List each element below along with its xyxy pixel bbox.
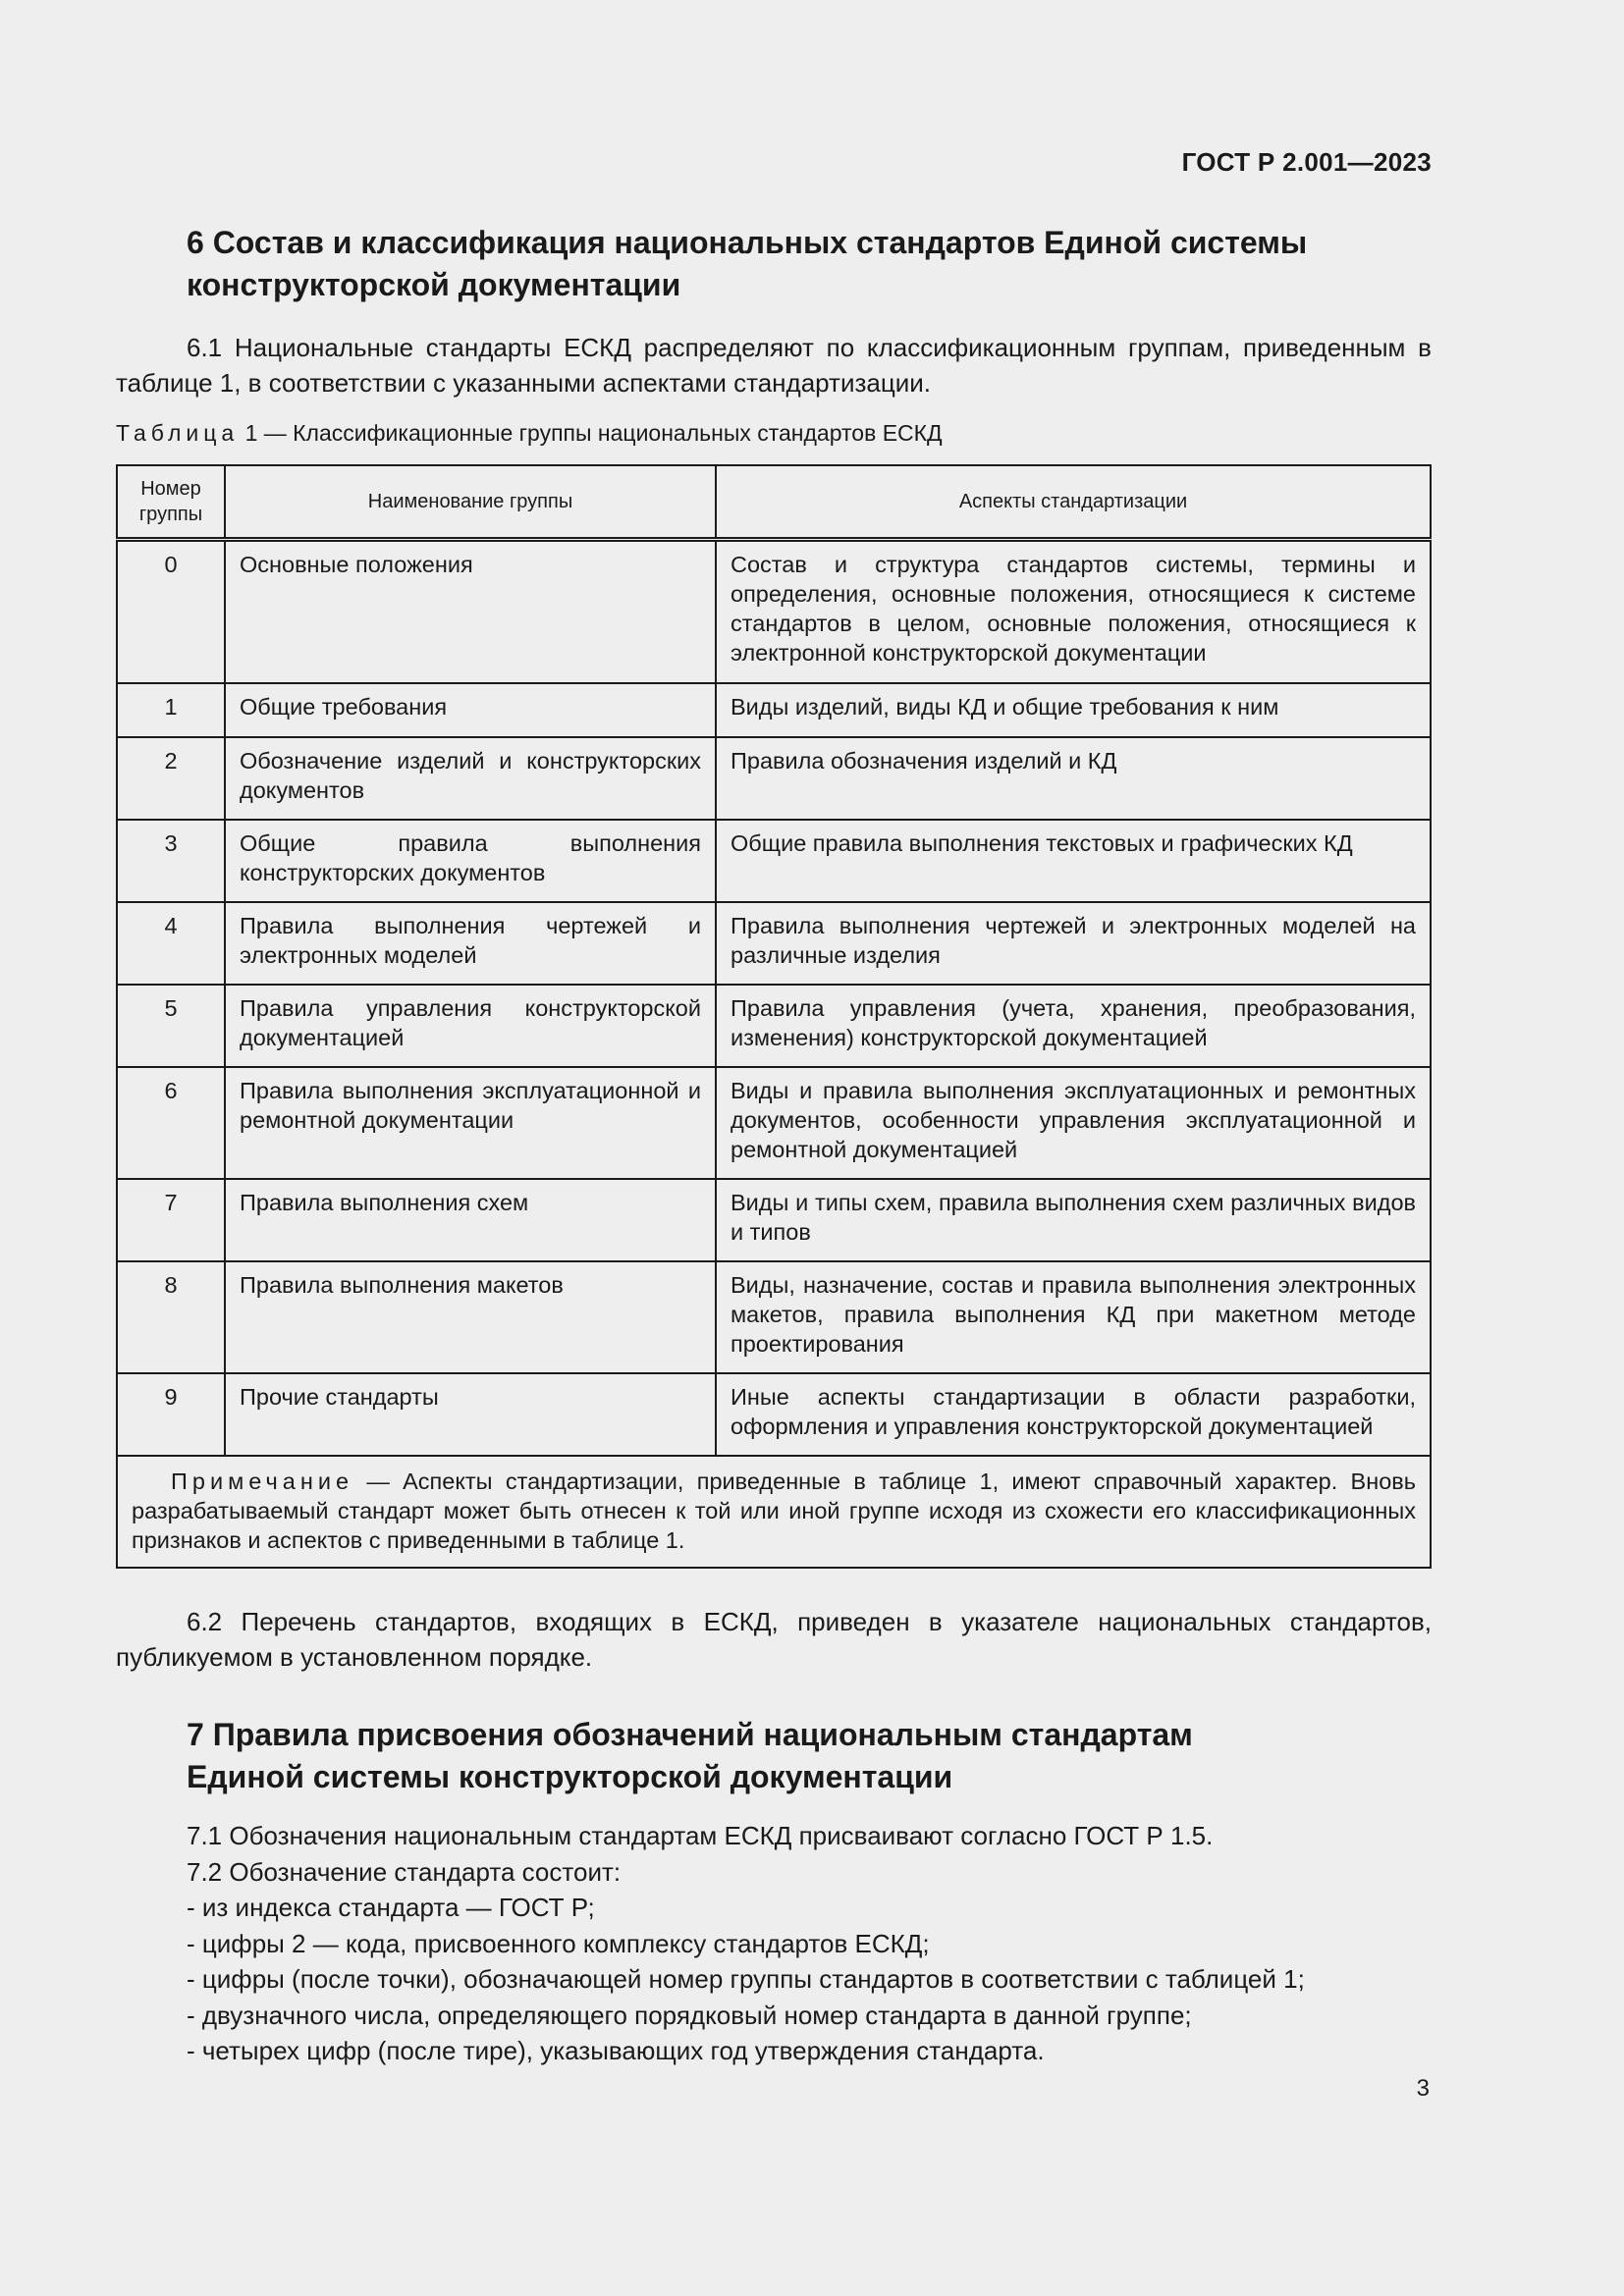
table-note-row: [117, 1456, 1431, 1568]
header-group-name: Наименование группы: [225, 465, 716, 540]
group-aspects: Состав и структура стандартов системы, термины и определения, основные положения, относящиеся к системе стандартов в целом, основные положения, относящиеся к электронной конструкторской документации: [716, 540, 1431, 683]
table-row: [117, 1261, 1431, 1373]
paragraph-6-2: [116, 1604, 1432, 1675]
group-number: 5: [117, 985, 225, 1067]
group-aspects: Виды и правила выполнения эксплуатационных и ремонтных документов, особенности управления эксплуатационной и ремонтной документацией: [716, 1067, 1431, 1179]
group-name: Правила выполнения чертежей и электронных моделей: [225, 902, 716, 985]
section-6-heading-line-1: 6 Состав и классификация национальных стандартов Единой системы: [187, 225, 1308, 260]
group-aspects: Общие правила выполнения текстовых и графических КД: [716, 820, 1431, 902]
group-aspects: Правила выполнения чертежей и электронных моделей на различные изделия: [716, 902, 1431, 985]
header-aspects: Аспекты стандартизации: [716, 465, 1431, 540]
group-number: 1: [117, 683, 225, 737]
paragraph-7-1: 7.1 Обозначения национальным стандартам ЕСКД присваивают согласно ГОСТ Р 1.5.: [187, 1821, 1214, 1850]
group-name: Правила выполнения схем: [225, 1179, 716, 1261]
paragraph-6-1-text: 6.1 Национальные стандарты ЕСКД распределяют по классификационным группам, приведенным в таблице 1, в соответствии с указанными аспектами стандартизации.: [116, 333, 1432, 398]
section-7-heading-line-2: Единой системы конструкторской документации: [187, 1759, 953, 1794]
group-name: Общие требования: [225, 683, 716, 737]
paragraph-6-1: [116, 330, 1432, 400]
section-7-heading: [187, 1714, 1434, 1798]
table-row: [117, 1179, 1431, 1261]
table-caption-label: Таблица: [116, 420, 240, 446]
header-group-number: Номер группы: [117, 465, 225, 540]
table-note-text: — Аспекты стандартизации, приведенные в таблице 1, имеют справочный характер. Вновь разрабатываемый стандарт может быть отнесен к той или иной группе исходя из схожести его классификационных признаков и аспектов с приведенными в таблице 1.: [132, 1468, 1416, 1553]
paragraph-6-2-text: 6.2 Перечень стандартов, входящих в ЕСКД, приведен в указателе национальных стандартов, публикуемом в установленном порядке.: [116, 1607, 1432, 1672]
group-number: 9: [117, 1373, 225, 1456]
group-number: 7: [117, 1179, 225, 1261]
group-number: 8: [117, 1261, 225, 1373]
table-header-row: [117, 465, 1431, 540]
section-6-heading-line-2: конструкторской документации: [187, 267, 681, 302]
group-name: Общие правила выполнения конструкторских документов: [225, 820, 716, 902]
paragraph-7-2: 7.2 Обозначение стандарта состоит:: [187, 1856, 622, 1887]
table-row: [117, 985, 1431, 1067]
group-number: 4: [117, 902, 225, 985]
group-name: Правила выполнения эксплуатационной и ремонтной документации: [225, 1067, 716, 1179]
group-name: Основные положения: [225, 540, 716, 683]
table-row: [117, 683, 1431, 737]
group-aspects: Правила обозначения изделий и КД: [716, 737, 1431, 820]
table-note: [117, 1456, 1431, 1568]
group-aspects: Иные аспекты стандартизации в области разработки, оформления и управления конструкторской документацией: [716, 1373, 1431, 1456]
group-aspects: Виды и типы схем, правила выполнения схем различных видов и типов: [716, 1179, 1431, 1261]
table-row: [117, 1067, 1431, 1179]
page-number: 3: [1416, 2075, 1430, 2102]
table-row: [117, 737, 1431, 820]
section-6-heading: [187, 222, 1434, 306]
group-aspects: Виды, назначение, состав и правила выполнения электронных макетов, правила выполнения КД при макетном методе проектирования: [716, 1261, 1431, 1373]
table-note-label: Примечание: [171, 1468, 354, 1494]
list-item: - четырех цифр (после тире), указывающих год утверждения стандарта.: [187, 2036, 1045, 2065]
list-item: - двузначного числа, определяющего порядковый номер стандарта в данной группе;: [187, 2000, 1192, 2030]
table-caption: [116, 420, 943, 447]
group-name: Правила управления конструкторской документацией: [225, 985, 716, 1067]
table-row: [117, 1373, 1431, 1456]
group-number: 0: [117, 540, 225, 683]
group-aspects: Виды изделий, виды КД и общие требования к ним: [716, 683, 1431, 737]
group-name: Прочие стандарты: [225, 1373, 716, 1456]
section-7-heading-line-1: 7 Правила присвоения обозначений национальным стандартам: [187, 1717, 1193, 1752]
group-number: 3: [117, 820, 225, 902]
list-item: - цифры (после точки), обозначающей номер группы стандартов в соответствии с таблицей 1;: [187, 1964, 1305, 1994]
group-aspects: Правила управления (учета, хранения, преобразования, изменения) конструкторской документацией: [716, 985, 1431, 1067]
table-row: [117, 820, 1431, 902]
section-7-content: [187, 1818, 1434, 2069]
list-item: - из индекса стандарта — ГОСТ Р;: [187, 1893, 595, 1922]
group-number: 6: [117, 1067, 225, 1179]
table-caption-text: 1 — Классификационные группы национальных стандартов ЕСКД: [244, 420, 943, 446]
classification-table: [116, 464, 1432, 1569]
table-row: [117, 540, 1431, 683]
group-number: 2: [117, 737, 225, 820]
document-designation: ГОСТ Р 2.001—2023: [1181, 147, 1432, 177]
list-item: - цифры 2 — кода, присвоенного комплексу стандартов ЕСКД;: [187, 1928, 930, 1958]
table-row: [117, 902, 1431, 985]
group-name: Правила выполнения макетов: [225, 1261, 716, 1373]
group-name: Обозначение изделий и конструкторских документов: [225, 737, 716, 820]
